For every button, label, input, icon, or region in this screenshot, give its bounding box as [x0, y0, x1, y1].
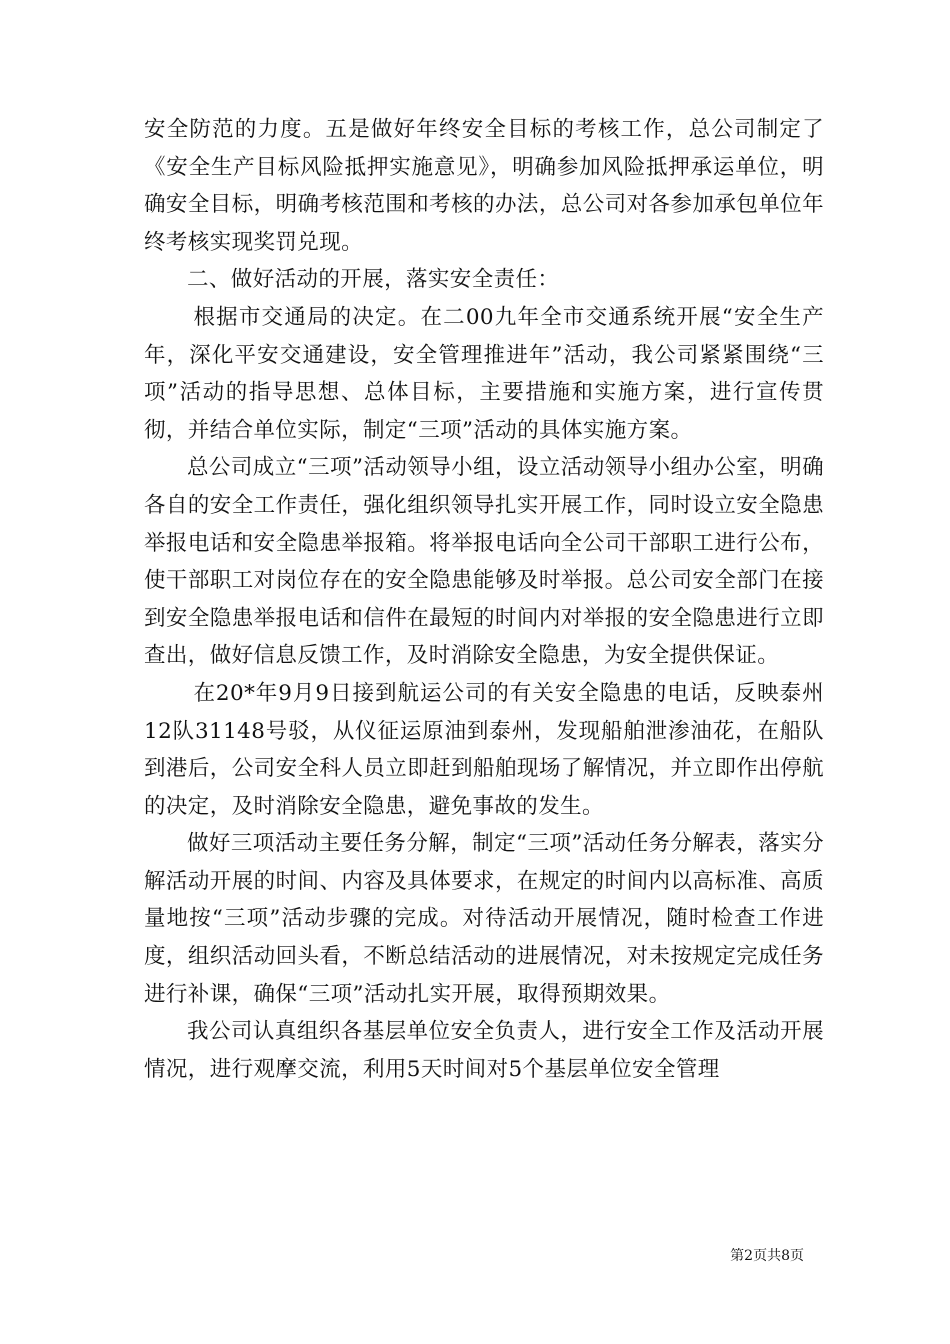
paragraph-continuation: 安全防范的力度。五是做好年终安全目标的考核工作，总公司制定了《安全生产目标风险抵押实施意见》，明确参加风险抵押承运单位，明确安全目标，明确考核范围和考核的办法，总公司对各参加承包单位年终考核实现奖罚兑现。 — [144, 117, 824, 255]
section-heading: 二、做好活动的开展，落实安全责任： — [187, 267, 560, 293]
paragraph: 总公司成立“三项”活动领导小组，设立活动领导小组办公室，明确各自的安全工作责任，强化组织领导扎实开展工作，同时设立安全隐患举报电话和安全隐患举报箱。将举报电话向全公司干部职工进行公布，使干部职工对岗位存在的安全隐患能够及时举报。总公司安全部门在接到安全隐患举报电话和信件在最短的时间内对举报的安全隐患进行立即查出，做好信息反馈工作，及时消除安全隐患，为安全提供保证。 — [144, 455, 824, 669]
paragraph: 在20*年9月9日接到航运公司的有关安全隐患的电话，反映泰州12队31148号驳，从仪征运原油到泰州，发现船舶泄渗油花，在船队到港后，公司安全科人员立即赶到船舶现场了解情况，并立即作出停航的决定，及时消除安全隐患，避免事故的发生。 — [144, 680, 824, 819]
paragraph: 做好三项活动主要任务分解，制定“三项”活动任务分解表，落实分解活动开展的时间、内容及具体要求，在规定的时间内以高标准、高质量地按“三项”活动步骤的完成。对待活动开展情况，随时检查工作进度，组织活动回头看，不断总结活动的进展情况，对未按规定完成任务进行补课，确保“三项”活动扎实开展，取得预期效果。 — [144, 831, 824, 1007]
page-number-footer: 第2页共8页 — [730, 1248, 804, 1264]
document-body — [144, 111, 824, 1088]
paragraph: 我公司认真组织各基层单位安全负责人，进行安全工作及活动开展情况，进行观摩交流，利用5天时间对5个基层单位安全管理 — [144, 1019, 824, 1082]
paragraph: 根据市交通局的决定。在二00九年全市交通系统开展“安全生产年，深化平安交通建设，安全管理推进年”活动，我公司紧紧围绕“三项”活动的指导思想、总体目标，主要措施和实施方案，进行宣传贯彻，并结合单位实际，制定“三项”活动的具体实施方案。 — [144, 304, 824, 443]
